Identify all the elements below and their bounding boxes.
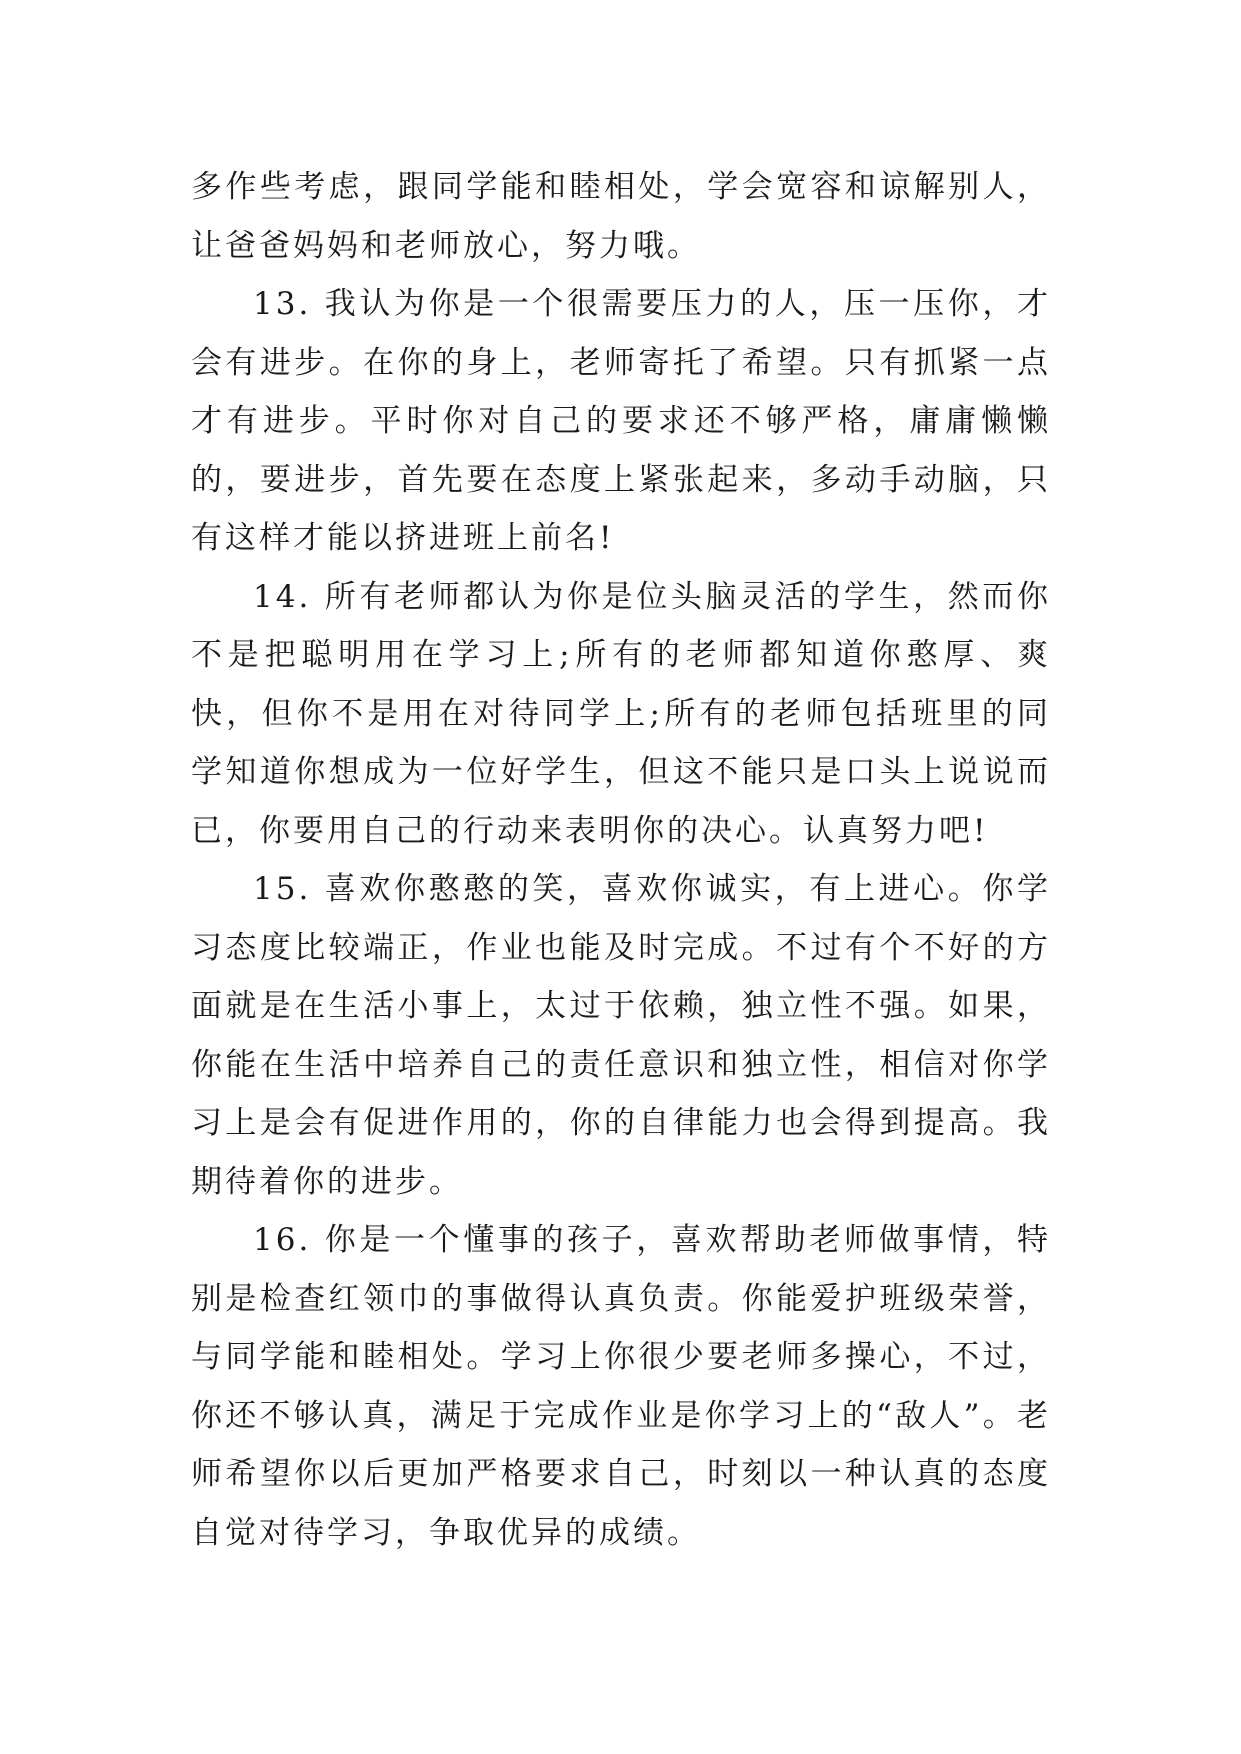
paragraph-12-continuation: 多作些考虑，跟同学能和睦相处，学会宽容和谅解别人，让爸爸妈妈和老师放心，努力哦。 [191, 169, 1051, 264]
paragraph-15: 15. 喜欢你憨憨的笑，喜欢你诚实，有上进心。你学习态度比较端正，作业也能及时完成。不过有个不好的方面就是在生活小事上，太过于依赖，独立性不强。如果，你能在生活中培养自己的责任意识和独立性，相信对你学习上是会有促进作用的，你的自律能力也会得到提高。我期待着你的进步。 [191, 871, 1051, 1200]
document-body [191, 158, 1051, 1562]
paragraph-14: 14. 所有老师都认为你是位头脑灵活的学生，然而你不是把聪明用在学习上;所有的老师都知道你憨厚、爽快，但你不是用在对待同学上;所有的老师包括班里的同学知道你想成为一位好学生，但这不能只是口头上说说而已，你要用自己的行动来表明你的决心。认真努力吧! [191, 578, 1051, 849]
paragraph-13: 13. 我认为你是一个很需要压力的人，压一压你，才会有进步。在你的身上，老师寄托了希望。只有抓紧一点才有进步。平时你对自己的要求还不够严格，庸庸懒懒的，要进步，首先要在态度上紧张起来，多动手动脑，只有这样才能以挤进班上前名! [191, 286, 1051, 556]
paragraph-16: 16. 你是一个懂事的孩子，喜欢帮助老师做事情，特别是检查红领巾的事做得认真负责。你能爱护班级荣誉，与同学能和睦相处。学习上你很少要老师多操心，不过，你还不够认真，满足于完成作业是你学习上的“敌人”。老师希望你以后更加严格要求自己，时刻以一种认真的态度自觉对待学习，争取优异的成绩。 [191, 1222, 1051, 1551]
